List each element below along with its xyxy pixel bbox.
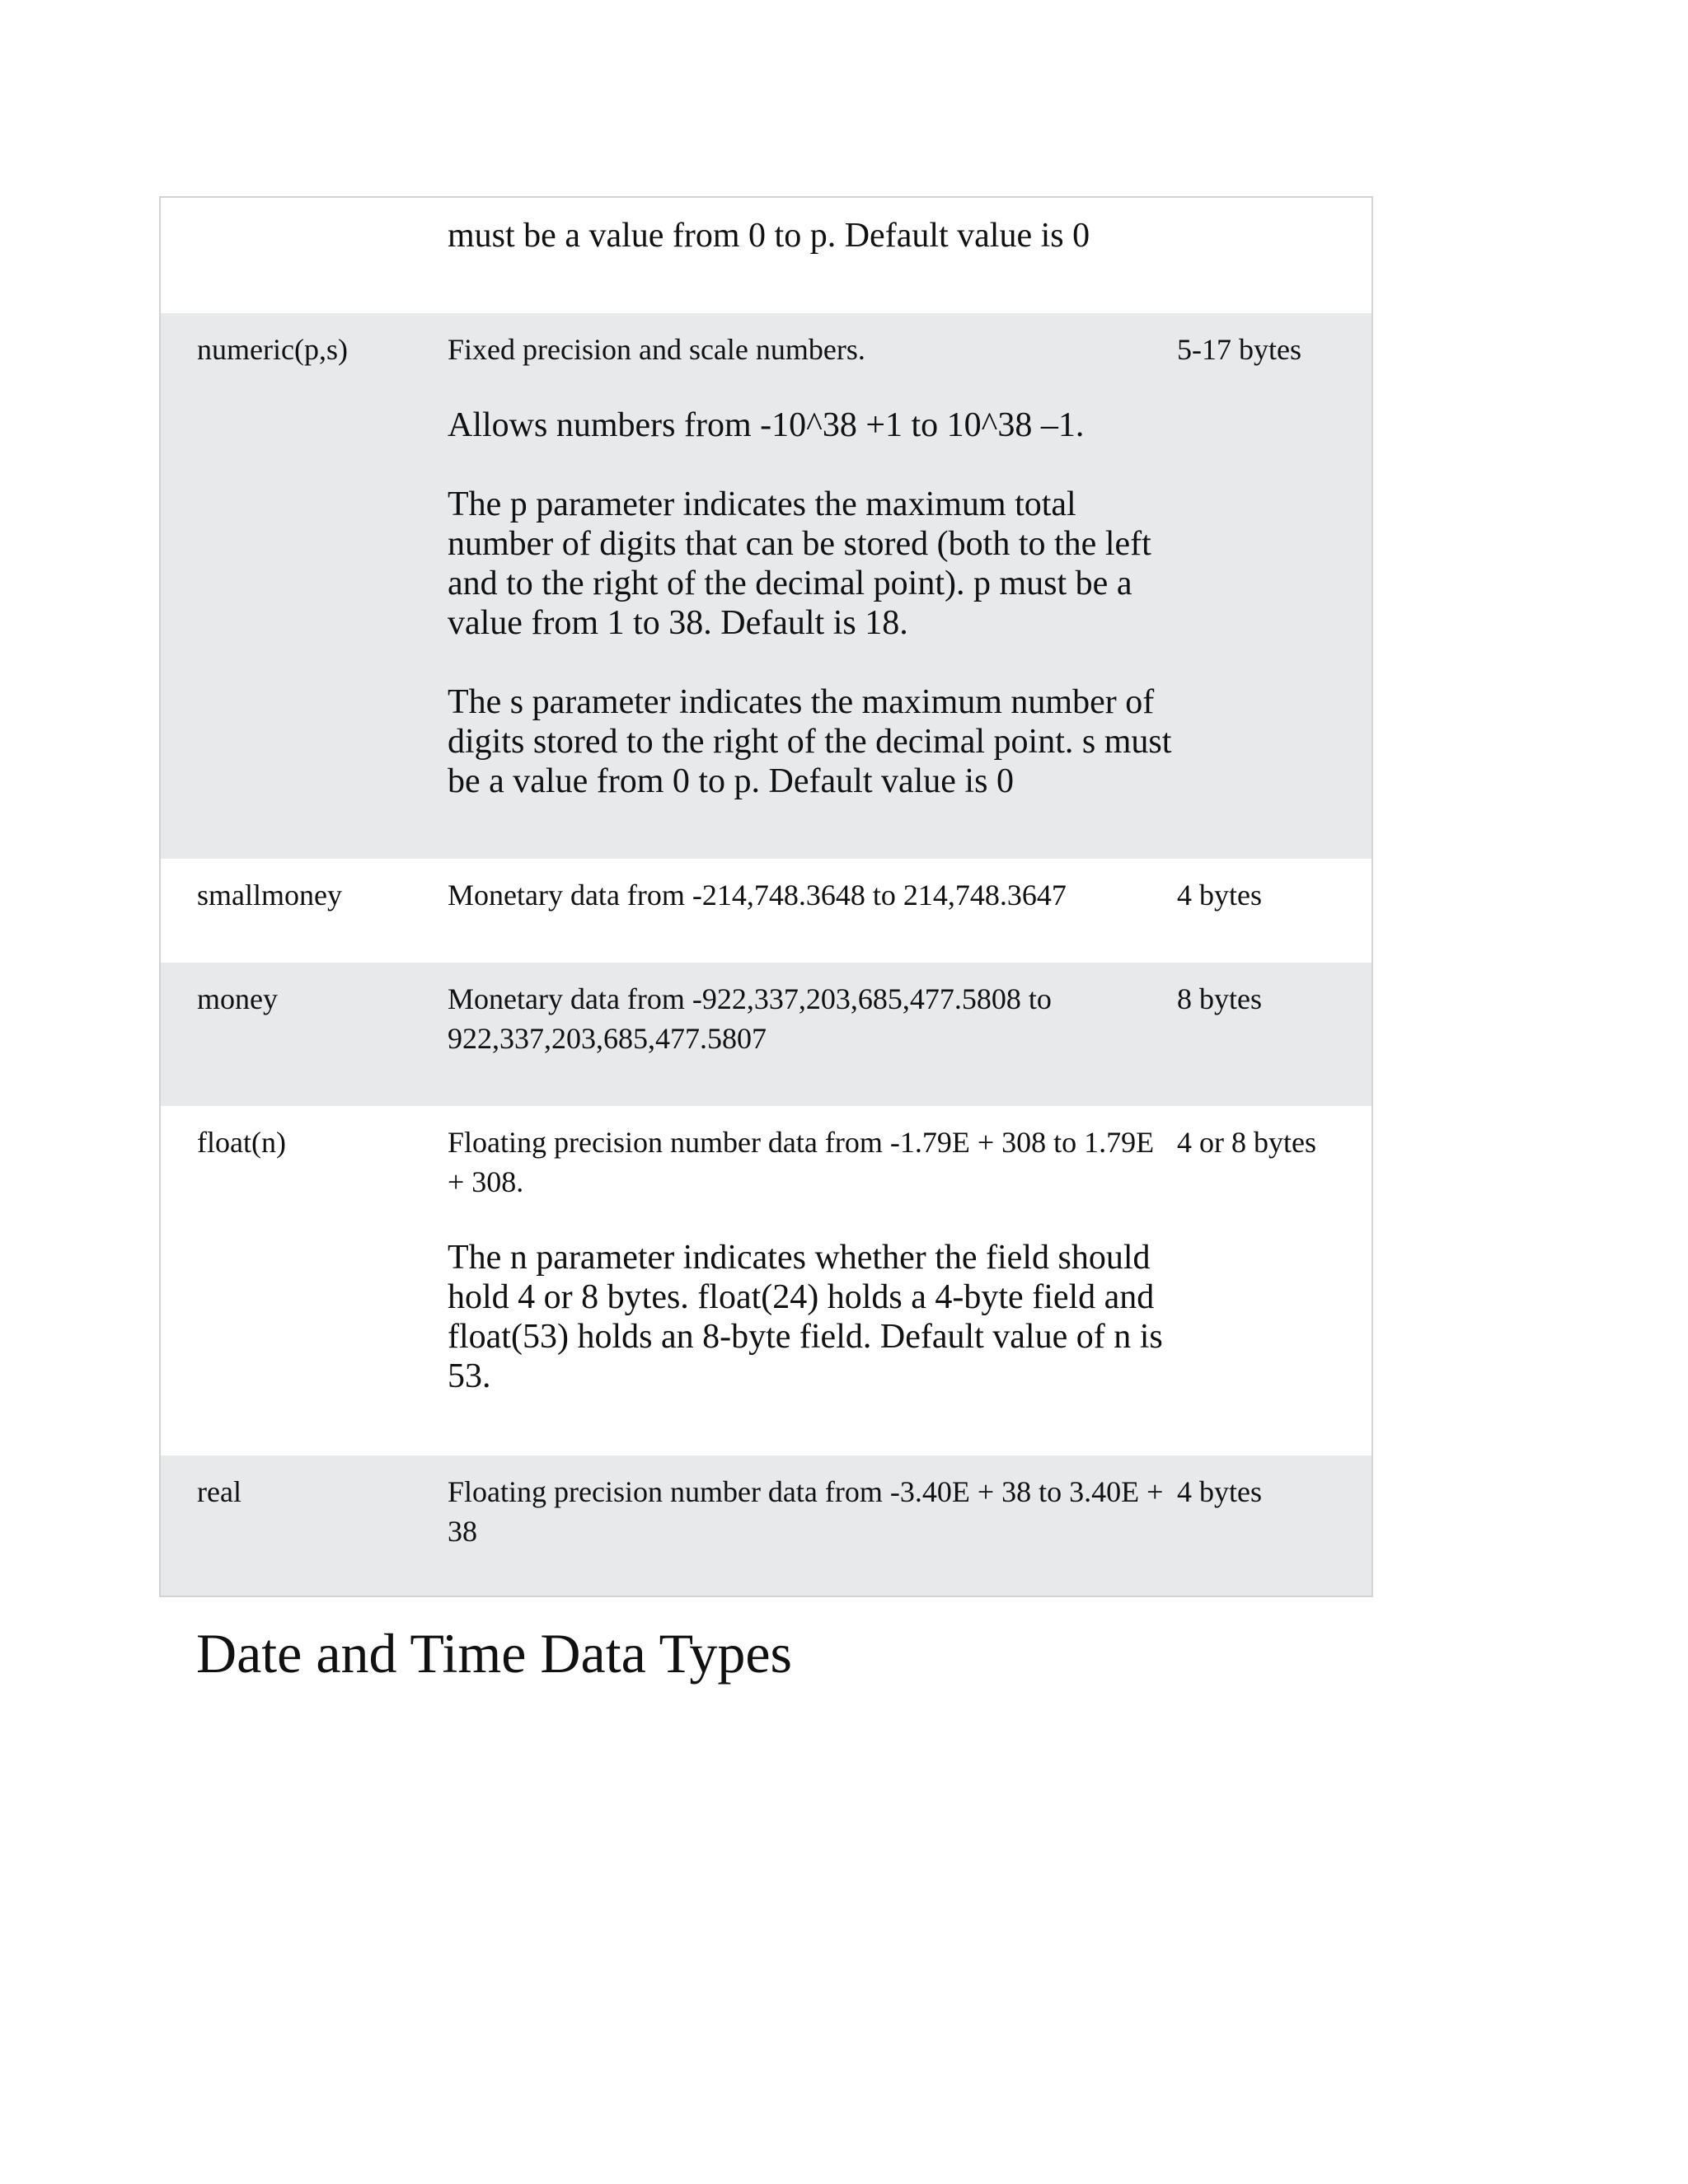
storage-cell: 5-17 bytes: [1177, 333, 1301, 366]
storage-cell: 4 bytes: [1177, 879, 1262, 912]
description-text: The p parameter indicates the maximum total number of digits that can be stored (both to the left and to the right of the decimal point). p must be a value from 1 to 38. Default is 18.: [448, 485, 1151, 642]
description-text: Fixed precision and scale numbers.: [448, 333, 865, 366]
description-text: The s parameter indicates the maximum number of digits stored to the right of the decimal point. s must be a value from 0 to p. Default value is 0: [448, 683, 1172, 800]
table-row: [161, 198, 1372, 313]
description-text: Monetary data from -214,748.3648 to 214,748.3647: [448, 879, 1067, 912]
table-row: [161, 313, 1372, 859]
description-text: The n parameter indicates whether the field should hold 4 or 8 bytes. float(24) holds a 4-byte field and float(53) holds an 8-byte field. Default value of n is 53.: [448, 1239, 1163, 1395]
type-cell: money: [197, 982, 278, 1015]
description-text: must be a value from 0 to p. Default value is 0: [448, 217, 1090, 255]
type-cell: real: [197, 1475, 241, 1508]
data-types-table: [159, 196, 1373, 1597]
storage-cell: 4 or 8 bytes: [1177, 1126, 1316, 1159]
description-cell: [448, 1122, 1173, 1396]
table-row: [161, 859, 1372, 963]
description-text: Allows numbers from -10^38 +1 to 10^38 –1.: [448, 406, 1085, 444]
table-row: [161, 1106, 1372, 1455]
type-cell: smallmoney: [197, 879, 342, 912]
type-cell: numeric(p,s): [197, 333, 348, 366]
section-heading: Date and Time Data Types: [196, 1622, 792, 1685]
storage-cell: 4 bytes: [1177, 1475, 1262, 1508]
table-row: [161, 963, 1372, 1106]
storage-cell: 8 bytes: [1177, 982, 1262, 1015]
description-text: Floating precision number data from -3.40E + 38 to 3.40E + 38: [448, 1475, 1164, 1548]
description-cell: [448, 330, 1173, 801]
type-cell: float(n): [197, 1126, 286, 1159]
description-cell: [448, 1472, 1173, 1551]
description-cell: [448, 216, 1173, 255]
description-text: Monetary data from -922,337,203,685,477.5808 to 922,337,203,685,477.5807: [448, 982, 1052, 1055]
table-row: [161, 1455, 1372, 1596]
description-text: Floating precision number data from -1.79E + 308 to 1.79E + 308.: [448, 1126, 1155, 1198]
description-cell: [448, 875, 1173, 915]
description-cell: [448, 979, 1173, 1058]
